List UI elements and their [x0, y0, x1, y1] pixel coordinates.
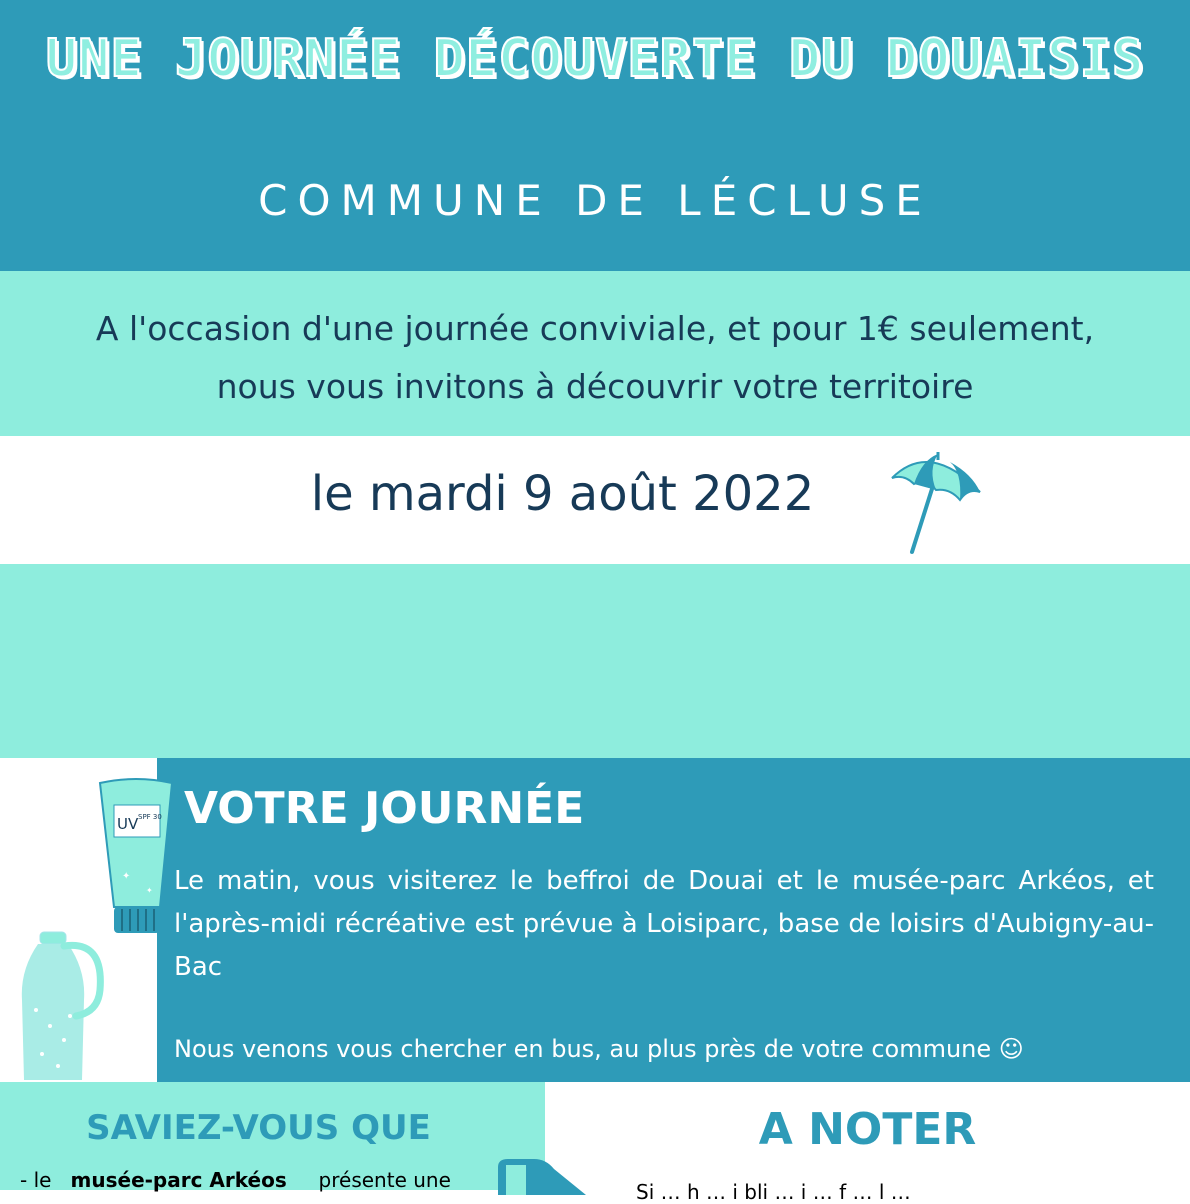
saviez-title: SAVIEZ-VOUS QUE [86, 1108, 431, 1148]
spacer-band [0, 564, 1190, 758]
noter-title: A NOTER [758, 1104, 977, 1155]
saviez-item-prefix: - le [20, 1168, 52, 1192]
intro-line-1: A l'occasion d'une journée conviviale, et pour 1€ seulement, [95, 309, 1095, 348]
noter-text: Si … h … i bli … i … f … l … [636, 1180, 911, 1204]
page-title: UNE JOURNÉE DÉCOUVERTE DU DOUAISIS [45, 29, 1145, 89]
saviez-item-suffix: présente une [318, 1168, 451, 1192]
beach-umbrella-icon [880, 448, 990, 558]
journee-paragraph-1: Le matin, vous visiterez le beffroi de Douai et le musée-parc Arkéos, et l'après-midi récréative est prévue à Loisiparc, base de loisirs d'Aubigny-au-Bac [174, 866, 1154, 982]
event-date: le mardi 9 août 2022 [310, 466, 815, 522]
svg-text:✦: ✦ [146, 886, 153, 895]
svg-text:✦: ✦ [122, 871, 131, 882]
saviez-item-bold: musée-parc Arkéos [70, 1168, 287, 1192]
bag-icon [494, 1155, 594, 1195]
intro-line-2: nous vous invitons à découvrir votre territoire [216, 367, 974, 406]
tube-uv-label: UV [117, 815, 139, 833]
journee-paragraph-2: Nous venons vous chercher en bus, au plus près de votre commune ☺ [174, 1035, 1024, 1063]
tube-spf-label: SPF 30 [138, 813, 162, 821]
page-subtitle: COMMUNE DE LÉCLUSE [258, 176, 932, 225]
intro-text [0, 300, 1190, 416]
water-bottle-icon [14, 930, 106, 1082]
journee-title: VOTRE JOURNÉE [184, 783, 585, 834]
sunscreen-tube-icon [96, 775, 176, 937]
